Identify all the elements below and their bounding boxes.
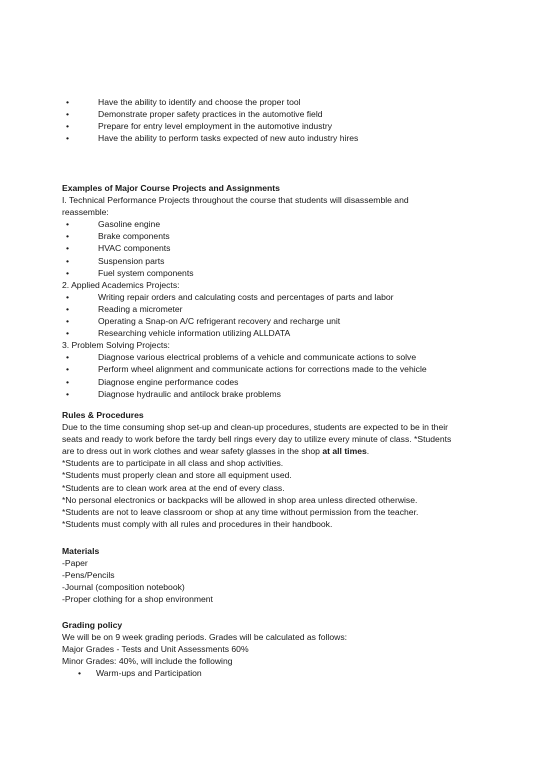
bullet-icon: • bbox=[66, 255, 70, 266]
section2-title: 2. Applied Academics Projects: bbox=[62, 279, 180, 290]
material-item: -Journal (composition notebook) bbox=[62, 582, 185, 593]
list-item: • Prepare for entry level employment in the automotive industry bbox=[66, 121, 333, 132]
list-item: • Perform wheel alignment and communicate actions for corrections made to the vehicle bbox=[66, 364, 427, 375]
grading-line: Minor Grades: 40%, will include the following bbox=[62, 656, 233, 667]
rule-line: *Students must comply with all rules and procedures in their handbook. bbox=[62, 518, 333, 529]
bullet-icon: • bbox=[66, 133, 70, 144]
list-item: • Have the ability to identify and choose the proper tool bbox=[66, 97, 301, 107]
list-item: • Warm-ups and Participation bbox=[78, 668, 202, 679]
bullet-icon: • bbox=[66, 267, 70, 278]
bullet-icon: • bbox=[66, 376, 70, 387]
material-item: -Proper clothing for a shop environment bbox=[62, 594, 213, 605]
list-item: • Brake components bbox=[66, 231, 170, 242]
rules-paragraph-line: Due to the time consuming shop set-up and clean-up procedures, students are expected to be in their bbox=[62, 422, 448, 433]
bullet-icon: • bbox=[66, 291, 70, 302]
section3-title: 3. Problem Solving Projects: bbox=[62, 340, 170, 351]
bullet-icon: • bbox=[66, 109, 70, 120]
bullet-icon: • bbox=[66, 219, 70, 230]
list-item: • Researching vehicle information utilizing ALLDATA bbox=[66, 328, 291, 339]
rules-heading: Rules & Procedures bbox=[62, 410, 144, 420]
list-item: • Suspension parts bbox=[66, 255, 165, 266]
list-item: • Diagnose various electrical problems of a vehicle and communicate actions to solve bbox=[66, 352, 417, 363]
list-item: • Diagnose engine performance codes bbox=[66, 376, 239, 387]
bullet-icon: • bbox=[66, 316, 70, 327]
bullet-icon: • bbox=[66, 364, 70, 375]
materials-section bbox=[62, 545, 500, 605]
rule-line: *Students are to clean work area at the end of every class. bbox=[62, 482, 285, 493]
list-item: • Operating a Snap-on A/C refrigerant recovery and recharge unit bbox=[66, 316, 341, 327]
bullet-icon: • bbox=[66, 303, 70, 314]
list-item: • Writing repair orders and calculating costs and percentages of parts and labor bbox=[66, 291, 394, 302]
intro-bullet-list bbox=[62, 96, 500, 144]
rule-line: *Students are to participate in all class and shop activities. bbox=[62, 458, 284, 469]
list-item: • Reading a micrometer bbox=[66, 303, 183, 314]
rules-section bbox=[62, 409, 500, 530]
grading-line: We will be on 9 week grading periods. Grades will be calculated as follows: bbox=[62, 632, 348, 643]
list-item: • Have the ability to perform tasks expected of new auto industry hires bbox=[66, 133, 359, 144]
grading-section bbox=[62, 619, 500, 679]
bullet-icon: • bbox=[66, 328, 70, 339]
materials-heading: Materials bbox=[62, 546, 100, 556]
bullet-icon: • bbox=[66, 231, 70, 242]
bullet-icon: • bbox=[66, 352, 70, 363]
rules-paragraph-line: are to dress out in work clothes and wear safety glasses in the shop at all times. bbox=[62, 446, 370, 457]
material-item: -Paper bbox=[62, 558, 88, 569]
bullet-icon: • bbox=[78, 668, 82, 679]
rules-paragraph-line: seats and ready to work before the tardy bell rings every day to utilize every minute of class. *Students bbox=[62, 434, 452, 445]
section1-title-cont: reassemble: bbox=[62, 207, 109, 218]
bullet-icon: • bbox=[66, 243, 70, 254]
projects-heading: Examples of Major Course Projects and Assignments bbox=[62, 183, 280, 193]
bullet-icon: • bbox=[66, 388, 70, 399]
projects-section bbox=[62, 182, 500, 400]
bullet-icon: • bbox=[66, 97, 70, 107]
grading-line: Major Grades - Tests and Unit Assessments 60% bbox=[62, 644, 249, 655]
emphasis-text: at all times bbox=[322, 446, 367, 457]
list-item: • HVAC components bbox=[66, 243, 171, 254]
material-item: -Pens/Pencils bbox=[62, 570, 115, 581]
rule-line: *Students are not to leave classroom or shop at any time without permission from the teacher. bbox=[62, 506, 419, 517]
section1-title: I. Technical Performance Projects throughout the course that students will disassemble and bbox=[62, 195, 409, 206]
list-item: • Gasoline engine bbox=[66, 219, 161, 230]
bullet-icon: • bbox=[66, 121, 70, 132]
list-item: • Diagnose hydraulic and antilock brake problems bbox=[66, 388, 281, 399]
rule-line: *No personal electronics or backpacks will be allowed in shop area unless directed otherwise. bbox=[62, 494, 418, 505]
rule-line: *Students must properly clean and store all equipment used. bbox=[62, 470, 292, 481]
list-item: • Demonstrate proper safety practices in the automotive field bbox=[66, 109, 323, 120]
grading-heading: Grading policy bbox=[62, 620, 123, 630]
list-item: • Fuel system components bbox=[66, 267, 194, 278]
